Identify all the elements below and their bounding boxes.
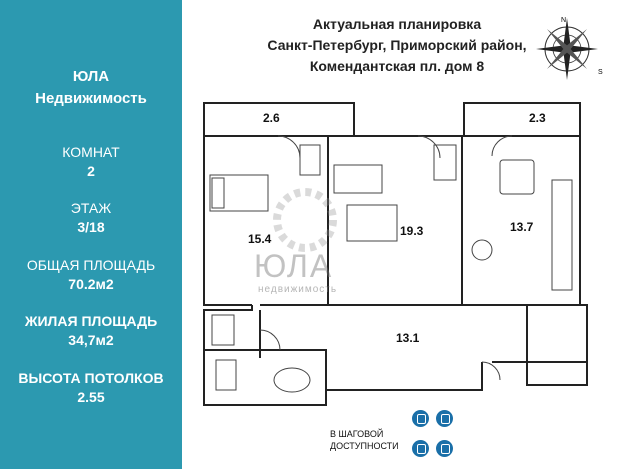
room-area-label: 2.3	[529, 111, 546, 125]
living-area-value: 34,7м2	[68, 332, 114, 348]
rooms-label: КОМНАТ	[62, 144, 120, 160]
svg-text:S: S	[598, 69, 603, 76]
walking-distance-label	[330, 428, 400, 452]
living-area-label: ЖИЛАЯ ПЛОЩАДЬ	[24, 313, 158, 329]
walk-line-2: ДОСТУПНОСТИ	[330, 441, 399, 451]
title-line-1: Актуальная планировка	[312, 16, 482, 32]
room-area-label: 19.3	[400, 224, 424, 238]
ceiling-stat	[0, 369, 182, 407]
brand	[0, 66, 182, 110]
floor-value: 3/18	[77, 219, 105, 235]
title-line-3: Комендантская пл. дом 8	[309, 58, 485, 74]
total-area-label: ОБЩАЯ ПЛОЩАДЬ	[26, 257, 156, 273]
total-area-stat	[0, 256, 182, 294]
ceiling-label: ВЫСОТА ПОТОЛКОВ	[18, 370, 164, 386]
total-area-value: 70.2м2	[68, 276, 114, 292]
walk-line-1: В ШАГОВОЙ	[330, 429, 384, 439]
ceiling-value: 2.55	[77, 389, 105, 405]
title-line-2: Санкт-Петербург, Приморский район,	[267, 37, 527, 53]
watermark-subtext: недвижимость	[258, 284, 338, 295]
transport-icon	[436, 440, 453, 457]
room-area-label: 13.1	[396, 331, 420, 345]
room-area-label: 2.6	[263, 111, 280, 125]
transport-icon	[436, 410, 453, 427]
watermark-text: ЮЛА	[254, 248, 334, 284]
transport-icon	[412, 410, 429, 427]
brand-name: ЮЛА	[72, 68, 110, 85]
living-area-stat	[0, 312, 182, 350]
room-area-label: 13.7	[510, 220, 534, 234]
transport-icon	[412, 440, 429, 457]
rooms-value: 2	[87, 163, 95, 179]
room-area-label: 15.4	[248, 232, 272, 246]
floor-label: ЭТАЖ	[70, 200, 112, 216]
svg-text:N: N	[561, 17, 567, 24]
rooms-stat	[0, 143, 182, 181]
info-sidebar	[0, 0, 182, 469]
brand-subtitle: Недвижимость	[35, 90, 147, 107]
floor-stat	[0, 199, 182, 237]
